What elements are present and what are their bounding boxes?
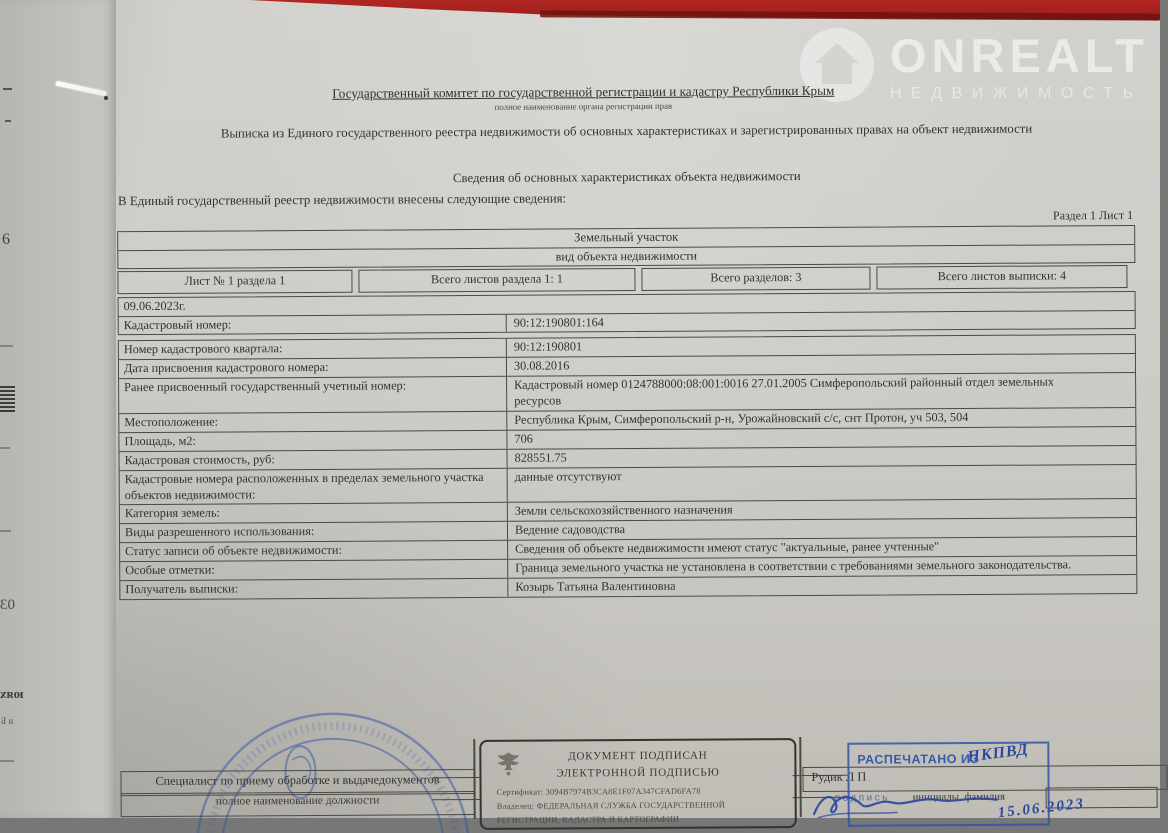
row-value: Сведения об объекте недвижимости имеют статус "актуальные, ранее учтенные" (515, 539, 940, 557)
sheet-info-cell: Лист № 1 раздела 1 (117, 270, 352, 294)
date-cadastral-box (118, 291, 1136, 335)
signature-caption: подпись (834, 792, 890, 804)
position-title-cell: Специалист по приему обработке и выдачедокументов (120, 769, 474, 796)
row-value: Козырь Татьяна Валентиновна (515, 579, 676, 595)
row-value: Земли сельскохозяйственного назначения (514, 502, 733, 519)
row-value: 90:12:190801:164 (513, 315, 604, 330)
watermark-brand: ONREALT (890, 29, 1149, 82)
table-row (119, 372, 1135, 413)
electronic-signature-box (479, 738, 797, 830)
extract-date: 09.06.2023г. (119, 292, 1135, 317)
esign-title-line2: ЭЛЕКТРОННОЙ ПОДПИСЬЮ (556, 766, 720, 780)
authority-name: Государственный комитет по государственной регистрации и кадастру Республики Крым (332, 82, 835, 101)
showthrough-text-fragment: и Б (1, 716, 14, 726)
esign-owner-line2: РЕГИСТРАЦИИ, КАДАСТРА И КАРТОГРАФИИ (496, 814, 680, 825)
object-type-value: Земельный участок (118, 226, 1134, 251)
row-label: Номер кадастрового квартала: (119, 339, 507, 359)
row-value: Кадастровый номер 0124788000:08:001:0016 27.01.2005 Симферопольский районный отдел земельных ресурсов (514, 374, 1054, 408)
row-label: Виды разрешенного использования: (120, 522, 508, 542)
row-value: 90:12:190801 (513, 339, 583, 354)
row-label: Получатель выписки: (120, 579, 508, 599)
row-label: Кадастровые номера расположенных в пределах земельного участка объектов недвижимости: (120, 469, 508, 505)
table-row (120, 464, 1136, 505)
row-label: Площадь, м2: (119, 431, 507, 451)
row-value: Ведение садоводства (514, 522, 626, 538)
row-label: Ранее присвоенный государственный учетный номер: (119, 377, 507, 413)
intro-text: В Единый государственный реестр недвижимости внесены следующие сведения: (117, 191, 567, 209)
row-label: Статус записи об объекте недвижимости: (120, 541, 508, 561)
page-number-fragment: 6 (2, 231, 10, 248)
esign-owner-line1: Владелец: ФЕДЕРАЛЬНАЯ СЛУЖБА ГОСУДАРСТВЕННОЙ (496, 800, 725, 811)
row-value: данные отсутствуют (514, 468, 622, 484)
footer-divider-line (799, 737, 801, 817)
document-title: Выписка из Единого государственного реестра недвижимости об основных характеристиках и зарегистрированных правах на объект недвижимости (220, 121, 1033, 141)
position-caption-cell: полное наименование должности (121, 791, 475, 817)
characteristics-table (118, 334, 1138, 600)
authority-caption: полное наименование органа регистрации прав (494, 100, 673, 112)
showthrough-text-fragment: юях (0, 686, 24, 701)
row-label: Кадастровый номер: (119, 315, 507, 334)
row-label: Местоположение: (119, 412, 507, 432)
watermark-subtitle: НЕДВИЖИМОСТЬ (890, 85, 1143, 102)
row-value: 706 (514, 431, 533, 446)
row-value: Республика Крым, Симферопольский р-н, Урожайновский с/с, снт Протон, уч 503, 504 (514, 409, 969, 427)
esign-certificate: Сертификат: 3094B7974B3CA8E1F07A347CFAD6FA78 (496, 786, 701, 797)
handwritten-date: 15.06.2023 (997, 795, 1086, 822)
row-value: 828551.75 (514, 450, 567, 465)
printed-from-handwritten: ПКПВД (966, 740, 1030, 766)
sheet-info-cell: Всего разделов: 3 (641, 267, 870, 291)
row-label: Категория земель: (120, 503, 508, 523)
sheet-info-row (117, 265, 1133, 294)
signer-name-cell: Рудик Л П (802, 765, 1167, 792)
handwritten-signature (808, 790, 1008, 824)
row-value: Граница земельного участка не установлена в соответствии с требованиями земельного законодательства. (515, 557, 1072, 576)
esign-title-line1: ДОКУМЕНТ ПОДПИСАН (568, 749, 708, 763)
sheet-info-cell: Всего листов выписки: 4 (876, 265, 1127, 290)
object-type-caption: вид объекта недвижимости (555, 248, 698, 264)
sheet-info-cell: Всего листов раздела 1: 1 (358, 268, 635, 293)
section-title: Сведения об основных характеристиках объекта недвижимости (452, 169, 801, 186)
section-sheet-reference: Раздел 1 Лист 1 (1052, 207, 1134, 223)
showthrough-text-fragment: 03 (0, 597, 15, 613)
initials-caption: инициалы, фамилия (912, 790, 1006, 804)
row-value: 30.08.2016 (513, 358, 570, 373)
object-type-box (117, 225, 1135, 269)
row-label: Дата присвоения кадастрового номера: (119, 358, 507, 378)
printed-from-label: РАСПЕЧАТАНО ИЗ (857, 751, 979, 767)
row-label: Кадастровая стоимость, руб: (120, 450, 508, 470)
row-label: Особые отметки: (120, 560, 508, 580)
